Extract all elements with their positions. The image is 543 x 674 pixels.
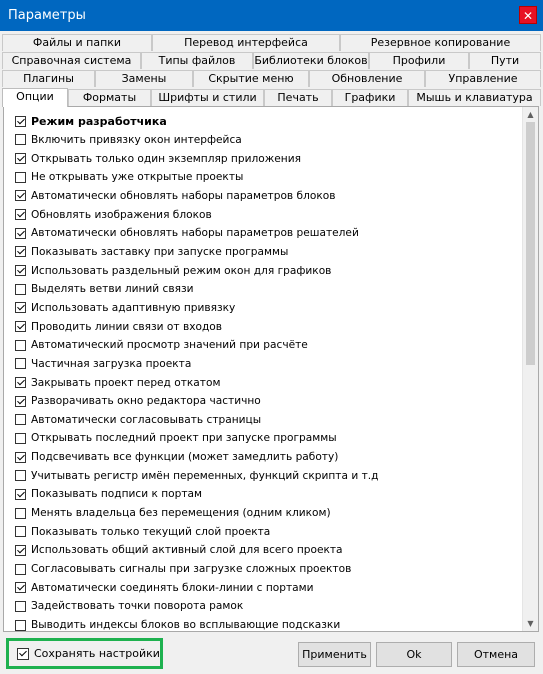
tab-row-1: [2, 34, 541, 51]
option-row[interactable]: [4, 578, 524, 597]
option-row[interactable]: [4, 224, 524, 243]
option-row[interactable]: [4, 299, 524, 318]
option-label: Проводить линии связи от входов: [31, 320, 222, 333]
option-row[interactable]: [4, 317, 524, 336]
option-row[interactable]: [4, 131, 524, 150]
checkbox-icon[interactable]: [15, 508, 26, 519]
option-label: Использовать раздельный режим окон для графиков: [31, 264, 332, 277]
option-label: Автоматический просмотр значений при расчёте: [31, 339, 308, 352]
option-label: Не открывать уже открытые проекты: [31, 171, 244, 184]
window-title: Параметры: [8, 8, 86, 23]
checkbox-icon[interactable]: [15, 564, 26, 575]
option-row[interactable]: [4, 355, 524, 374]
option-row[interactable]: [4, 373, 524, 392]
tab-replacements[interactable]: Замены: [95, 70, 193, 87]
options-panel: [3, 106, 539, 632]
option-label: Частичная загрузка проекта: [31, 357, 192, 370]
checkbox-icon[interactable]: [15, 321, 26, 332]
option-label: Использовать общий активный слой для всего проекта: [31, 544, 343, 557]
option-label: Учитывать регистр имён переменных, функций скрипта и т.д: [31, 469, 379, 482]
option-label: Менять владельца без перемещения (одним кликом): [31, 507, 331, 520]
option-row[interactable]: [4, 280, 524, 299]
scroll-down-icon[interactable]: ▼: [527, 619, 534, 628]
option-row[interactable]: [4, 243, 524, 262]
tab-paths[interactable]: Пути: [469, 52, 541, 69]
tab-backup[interactable]: Резервное копирование: [340, 34, 541, 51]
option-label: Режим разработчика: [31, 114, 167, 128]
checkbox-icon[interactable]: [15, 302, 26, 313]
tab-files-folders[interactable]: Файлы и папки: [2, 34, 152, 51]
checkbox-icon[interactable]: [17, 648, 29, 660]
option-row[interactable]: [4, 522, 524, 541]
tab-control[interactable]: Управление: [425, 70, 541, 87]
checkbox-icon[interactable]: [15, 620, 26, 631]
scroll-up-icon[interactable]: ▲: [527, 110, 534, 119]
tab-block-libraries[interactable]: Библиотеки блоков: [254, 54, 368, 67]
checkbox-icon[interactable]: [15, 340, 26, 351]
tab-file-types[interactable]: Типы файлов: [141, 52, 253, 69]
option-row[interactable]: [4, 448, 524, 467]
option-label: Подсвечивать все функции (может замедлить работу): [31, 451, 339, 464]
option-label: Открывать только один экземпляр приложения: [31, 152, 301, 165]
checkbox-icon[interactable]: [15, 228, 26, 239]
tab-formats[interactable]: Форматы: [68, 89, 151, 106]
option-row[interactable]: [4, 485, 524, 504]
options-list: [4, 112, 524, 632]
checkbox-icon[interactable]: [15, 433, 26, 444]
scrollbar-thumb[interactable]: [526, 122, 535, 365]
checkbox-icon[interactable]: [15, 246, 26, 257]
save-settings-checkbox[interactable]: [6, 638, 163, 669]
ok-button[interactable]: Ok: [376, 642, 452, 667]
option-label: Включить привязку окон интерфейса: [31, 133, 242, 146]
checkbox-icon[interactable]: [15, 377, 26, 388]
checkbox-icon[interactable]: [15, 582, 26, 593]
option-row[interactable]: [4, 466, 524, 485]
option-row[interactable]: [4, 112, 524, 131]
checkbox-icon[interactable]: [15, 526, 26, 537]
option-row[interactable]: [4, 411, 524, 430]
option-row[interactable]: [4, 597, 524, 616]
checkbox-icon[interactable]: [15, 545, 26, 556]
option-row[interactable]: [4, 149, 524, 168]
option-label: Задействовать точки поворота рамок: [31, 600, 244, 613]
checkbox-icon[interactable]: [15, 358, 26, 369]
tab-row-3: [2, 70, 541, 87]
tab-mouse-keyboard[interactable]: Мышь и клавиатура: [408, 89, 541, 106]
option-row[interactable]: [4, 205, 524, 224]
option-label: Закрывать проект перед откатом: [31, 376, 221, 389]
option-label: Автоматически обновлять наборы параметров решателей: [31, 227, 359, 240]
checkbox-icon[interactable]: [15, 396, 26, 407]
checkbox-icon[interactable]: [15, 172, 26, 183]
option-row[interactable]: [4, 187, 524, 206]
apply-button[interactable]: Применить: [298, 642, 371, 667]
tab-updates[interactable]: Обновление: [309, 70, 425, 87]
option-label: Выводить индексы блоков во всплывающие подсказки: [31, 619, 341, 632]
checkbox-icon[interactable]: [15, 601, 26, 612]
checkbox-icon[interactable]: [15, 284, 26, 295]
checkbox-icon[interactable]: [15, 190, 26, 201]
option-label: Показывать подписи к портам: [31, 488, 203, 501]
option-row[interactable]: [4, 541, 524, 560]
checkbox-icon[interactable]: [15, 414, 26, 425]
option-row[interactable]: [4, 336, 524, 355]
tab-graphs[interactable]: Графики: [332, 89, 408, 106]
tab-options[interactable]: Опции: [2, 88, 68, 107]
option-row[interactable]: [4, 429, 524, 448]
option-label: Автоматически согласовывать страницы: [31, 413, 262, 426]
tab-menu-hiding[interactable]: Скрытие меню: [193, 70, 309, 87]
checkbox-icon[interactable]: [15, 134, 26, 145]
checkbox-icon[interactable]: [15, 452, 26, 463]
tab-row-4: [2, 89, 541, 106]
close-icon[interactable]: ✕: [519, 6, 537, 24]
tab-plugins[interactable]: Плагины: [2, 70, 95, 87]
tab-row-2: [2, 52, 541, 69]
option-label: Разворачивать окно редактора частично: [31, 395, 261, 408]
tab-profiles[interactable]: Профили: [369, 52, 469, 69]
vertical-scrollbar[interactable]: [522, 107, 538, 631]
checkbox-icon[interactable]: [15, 116, 26, 127]
title-bar: [0, 0, 543, 31]
option-label: Выделять ветви линий связи: [31, 283, 194, 296]
option-row[interactable]: [4, 392, 524, 411]
checkbox-icon[interactable]: [15, 209, 26, 220]
cancel-button[interactable]: Отмена: [457, 642, 535, 667]
checkbox-icon[interactable]: [15, 489, 26, 500]
option-label: Обновлять изображения блоков: [31, 208, 212, 221]
checkbox-icon[interactable]: [15, 153, 26, 164]
option-row[interactable]: [4, 504, 524, 523]
option-row[interactable]: [4, 560, 524, 579]
option-row[interactable]: [4, 261, 524, 280]
tab-fonts-styles[interactable]: Шрифты и стили: [151, 89, 264, 106]
option-label: Показывать только текущий слой проекта: [31, 525, 271, 538]
tab-print[interactable]: Печать: [264, 89, 332, 106]
option-label: Показывать заставку при запуске программы: [31, 245, 289, 258]
option-row[interactable]: [4, 616, 524, 632]
tab-interface-translation[interactable]: Перевод интерфейса: [152, 34, 340, 51]
option-label: Использовать адаптивную привязку: [31, 301, 236, 314]
tab-help-system[interactable]: Справочная система: [2, 52, 141, 69]
save-settings-label: Сохранять настройки: [34, 647, 160, 660]
checkbox-icon[interactable]: [15, 470, 26, 481]
option-label: Автоматически обновлять наборы параметров блоков: [31, 189, 336, 202]
checkbox-icon[interactable]: [15, 265, 26, 276]
option-label: Автоматически соединять блоки-линии с портами: [31, 581, 314, 594]
option-row[interactable]: [4, 168, 524, 187]
option-label: Открывать последний проект при запуске программы: [31, 432, 337, 445]
option-label: Согласовывать сигналы при загрузке сложных проектов: [31, 563, 352, 576]
